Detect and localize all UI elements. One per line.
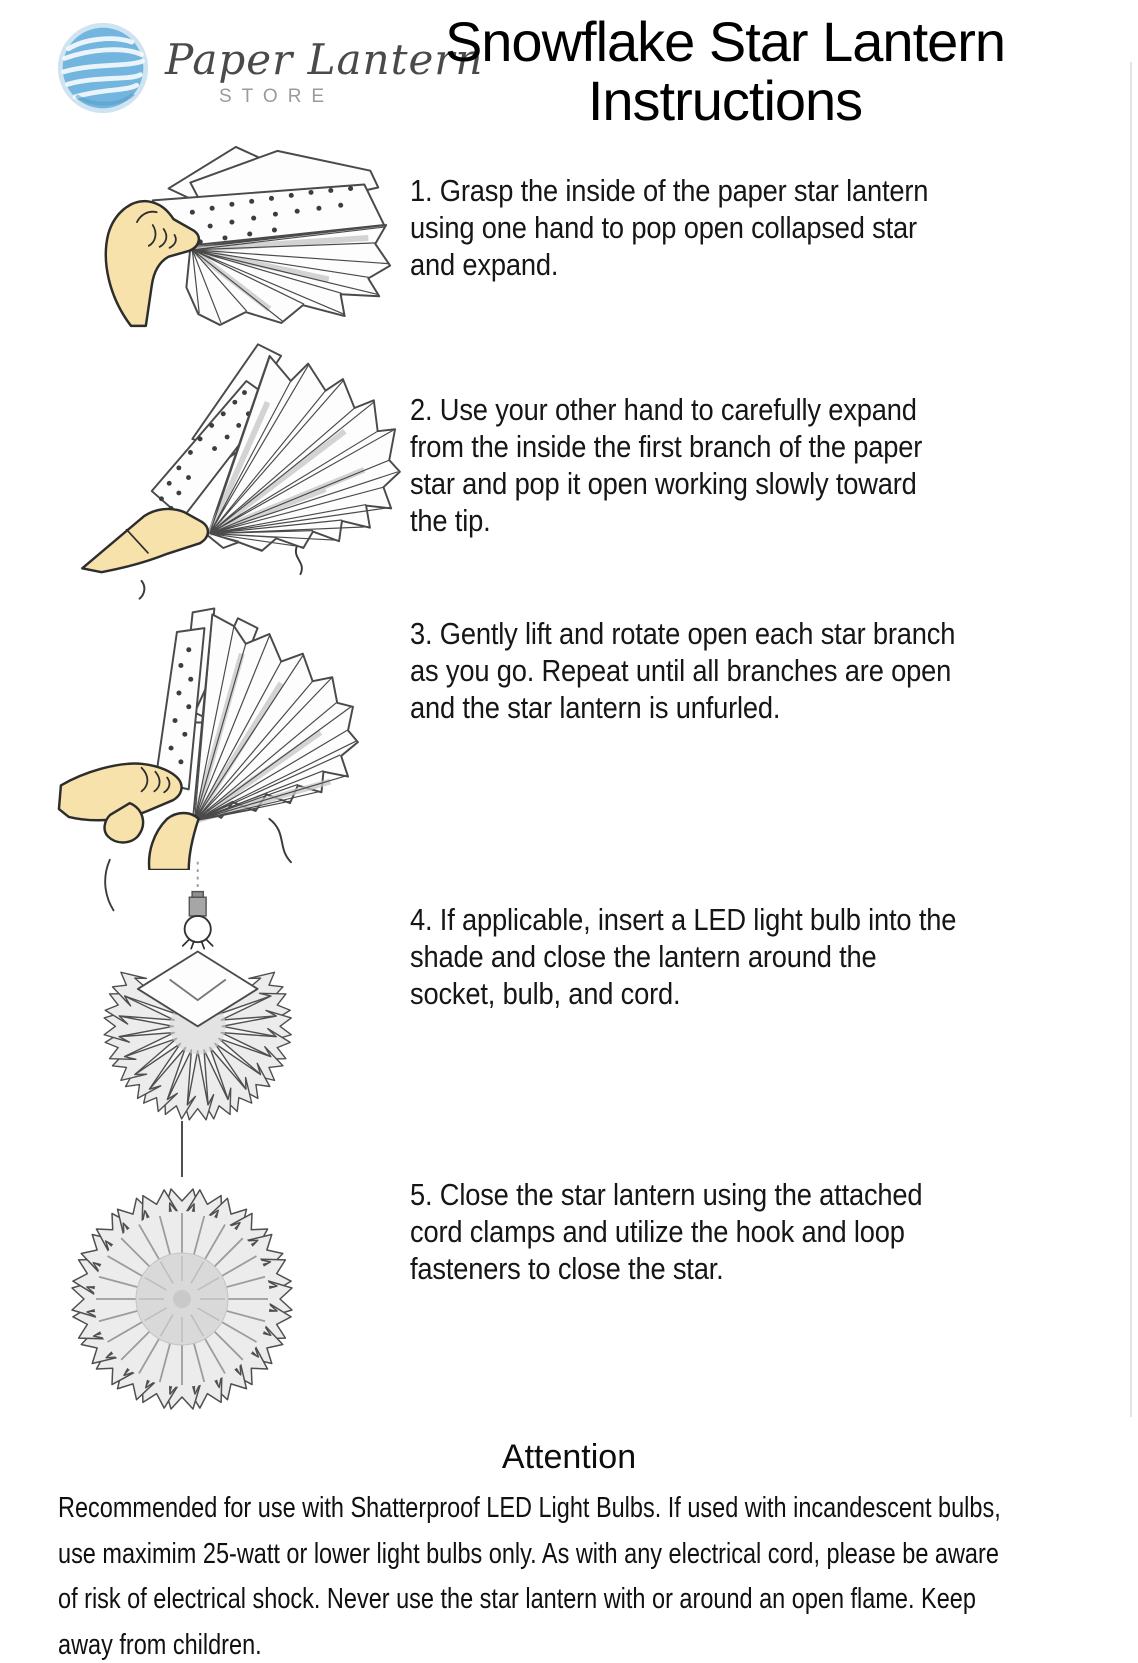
text-line: use maximim 25-watt or lower light bulbs only. As with any electrical cord, please be aware <box>58 1537 999 1570</box>
text-line: socket, bulb, and cord. <box>410 976 681 1011</box>
title-line: Snowflake Star Lantern <box>444 10 1006 73</box>
text-line: 5. Close the star lantern using the attached <box>410 1177 923 1212</box>
paper-lantern-logo-icon <box>55 20 151 116</box>
brand-subtitle: STORE <box>219 86 335 107</box>
closed-star-lantern-icon <box>22 1113 342 1425</box>
title-line: Instructions <box>587 69 863 132</box>
brand-name: Paper Lantern <box>165 35 484 84</box>
text-line: 1. Grasp the inside of the paper star lantern <box>410 173 929 208</box>
text-line: of risk of electrical shock. Never use the star lantern with or around an open flame. Keep <box>58 1583 976 1615</box>
text-line: 3. Gently lift and rotate open each star branch <box>410 616 956 651</box>
hand-popping-open-collapsed-star-icon <box>42 131 398 329</box>
step-3-text <box>410 615 955 726</box>
text-line: and expand. <box>410 247 559 282</box>
text-line: and the star lantern is unfurled. <box>410 690 781 725</box>
step-4-illustration <box>20 856 338 1148</box>
scan-edge-artifact <box>1130 62 1132 1417</box>
step-2-illustration <box>55 325 403 576</box>
step-1-illustration <box>42 131 398 329</box>
text-line: from the inside the first branch of the paper <box>410 429 923 464</box>
step-3-illustration <box>45 575 360 870</box>
text-line: cord clamps and utilize the hook and loop <box>410 1214 905 1249</box>
warning-paragraph <box>58 1486 1095 1663</box>
text-line: 4. If applicable, insert a LED light bulb into the <box>410 902 957 937</box>
attention-heading: Attention <box>501 1438 637 1476</box>
text-line: using one hand to pop open collapsed star <box>410 210 917 245</box>
page-title <box>390 12 1060 130</box>
text-line: fasteners to close the star. <box>410 1251 724 1286</box>
step-5-text <box>410 1176 922 1287</box>
text-line: the tip. <box>410 503 491 538</box>
text-line: away from children. <box>58 1628 262 1661</box>
hands-rotating-star-branches-icon <box>45 575 360 870</box>
led-bulb-inserted-into-star-icon <box>20 856 338 1148</box>
text-line: as you go. Repeat until all branches are open <box>410 653 952 688</box>
text-line: shade and close the lantern around the <box>410 939 877 974</box>
step-5-illustration <box>22 1113 342 1425</box>
hand-expanding-first-branch-icon <box>55 325 403 576</box>
text-line: Recommended for use with Shatterproof LED Light Bulbs. If used with incandescent bulbs, <box>58 1492 1001 1524</box>
text-line: star and pop it open working slowly toward <box>410 466 917 501</box>
step-2-text <box>410 391 922 539</box>
text-line: 2. Use your other hand to carefully expand <box>410 392 917 427</box>
step-4-text <box>410 901 956 1012</box>
step-1-text <box>410 172 928 283</box>
